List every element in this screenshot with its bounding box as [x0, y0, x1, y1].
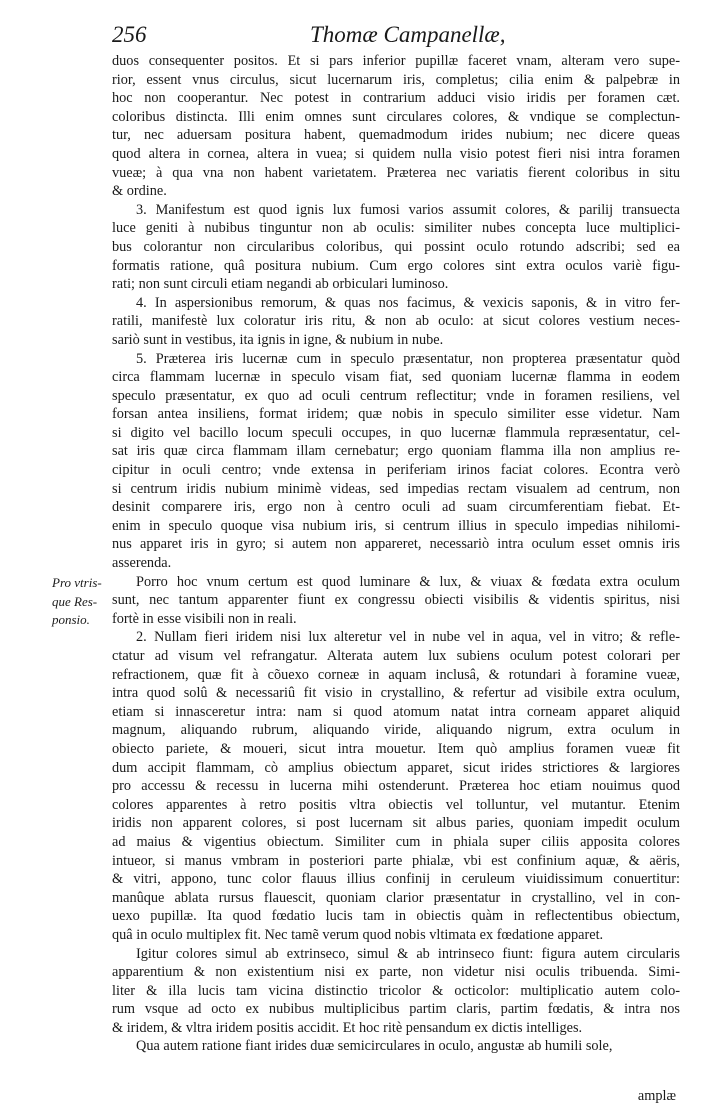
text-line: quâ in oculo multiplex fit. Nec tamẽ verum quod nobis vltimata ex fœdatione apparet. — [112, 926, 604, 943]
text-line: formatis ratione, quâ positura nubium. Cum ergo colores sint extra oculos variè figu- — [112, 257, 680, 274]
text-line: hoc non cooperantur. Nec potest in contrarium adduci visio iridis per foramen cæt. — [112, 90, 680, 107]
text-line: Porro hoc vnum certum est quod luminare & lux, & viuax & fœdata extra oculum — [136, 573, 680, 590]
paragraph — [112, 201, 680, 294]
page-header — [112, 18, 672, 52]
margin-note — [52, 574, 112, 630]
text-line: colores apparentes à retro positis vltra obiectis vel tolluntur, vel mutantur. Etenim — [112, 796, 680, 813]
text-line: intueor, si manus vmbram in posteriori parte phialæ, vbi est confinium aquæ, & aëris, — [112, 852, 680, 869]
text-line: dum accipit flammam, cò amplius obiectum apparet, sicut irides strictiores & largiores — [112, 759, 680, 776]
text-line: 2. Nullam fieri iridem nisi lux alteretur vel in nube vel in aqua, vel in vitro; & refle- — [136, 629, 680, 646]
text-line: 4. In aspersionibus remorum, & quas nos facimus, & vexicis saponis, & in vitro fer- — [136, 294, 680, 311]
text-line: tur, nec aduersam positura habent, quemadmodum irides nubium; nec dicere queas — [112, 127, 680, 144]
text-line: coloribus distincta. Illi enim omnes sunt circulares colores, & vndique se complectun- — [112, 108, 680, 125]
paragraph — [112, 52, 680, 201]
margin-note-line: que Res- — [52, 593, 98, 609]
text-line: rum vsque ad octo ex nubibus multiplicibus partim claris, partim fœdatis, & intra nos — [112, 1001, 680, 1018]
text-line: sariò sunt in vestibus, ita ignis in igne, & nubium in nube. — [112, 331, 444, 348]
text-line: nus apparet iris in gyro; si autem non appareret, necessariò intra oculum esset omnis iris — [112, 536, 680, 553]
catchword: amplæ — [637, 1088, 676, 1104]
paragraph — [112, 1037, 680, 1056]
page-number: 256 — [112, 22, 147, 47]
text-line: ctatur ad visum vel refrangatur. Alterata autem lux subiens oculum potest colorari per — [112, 648, 680, 664]
text-line: duos consequenter positos. Et si pars inferior pupillæ faceret vnam, alteram vero supe- — [112, 53, 680, 69]
text-line: sunt, nec tantum apparenter fiunt ex congressu obiecti visibilis & videntis spiritus, nisi — [112, 592, 680, 609]
text-line: Igitur colores simul ab extrinseco, simul & ab intrinseco fiunt: figura autem circularis — [136, 945, 680, 962]
text-line: & vitri, appono, tunc color flauus illius confinij in ceruleum viuidissimum conuertitur: — [112, 871, 680, 888]
running-title: Thomæ Campanellæ, — [310, 22, 506, 47]
text-line: fortè in esse visibili non in reali. — [112, 610, 297, 627]
text-line: pro accessu & recessu in lucerna mihi ostenderunt. Præterea hoc etiam nouimus quod — [112, 778, 680, 795]
text-line: & iridem, & vltra iridem positis accidit. Et hoc ritè pensandum ex dictis intelliges. — [112, 1019, 583, 1036]
text-line: speculo præsentatur, ex quo ad oculi centrum reflectitur; vnde in foramen resiliens, vel — [112, 387, 680, 404]
text-line: obiecto pariete, & moueri, sicut intra mouetur. Item quò amplius foramen vueæ fit — [112, 740, 680, 757]
paragraph — [112, 628, 680, 944]
paragraph — [112, 350, 680, 573]
text-line: forsan antea insiliens, format iridem; quæ nobis in speculo similiter esse videtur. Nam — [112, 406, 680, 423]
text-line: ad maius & vigentius obiectum. Similiter cum in phiala super ciliis apposita colores — [112, 833, 680, 850]
paragraph — [112, 573, 680, 629]
text-line: refractionem, quæ fit à cõuexo corneæ in aquam inclusâ, & rotundari à foramine vueæ, — [112, 666, 680, 683]
text-line: enim in speculo quoque visa nubium iris, si centrum illius in speculo impedias nihilomi- — [112, 517, 680, 534]
text-line: 5. Præterea iris lucernæ cum in speculo præsentatur, non propterea præsentatur quòd — [136, 350, 680, 367]
text-line: Qua autem ratione fiant irides duæ semicirculares in oculo, angustæ ab humili sole, — [136, 1038, 613, 1055]
text-line: cipitur in oculi centro; vnde extensa in periferiam irinos faciat colores. Econtra verò — [112, 462, 680, 479]
paragraph — [112, 945, 680, 1038]
text-line: uexo pupillæ. Ita quod fœdatio lucis tam in obiectis quàm in reflectentibus obiectum, — [112, 908, 680, 925]
text-line: vueæ; à qua vna non habent varietatem. Præterea nec variatis fierent coloribus in situ — [112, 164, 680, 181]
text-line: rati; non sunt circuli etiam negandi ab orbiculari luminoso. — [112, 276, 449, 293]
text-line: quod altera in cornea, altera in vuea; si quidem nulla visio potest fieri nisi intra foramen — [112, 145, 680, 162]
text-line: circa flammam lucernæ in speculo visam fiat, sed quoniam lucernæ flamma in eodem — [112, 369, 680, 386]
paragraph — [112, 294, 680, 350]
text-line: liter & illa lucis tam vicina distinctio tricolor & octicolor: multiplicatio autem colo- — [112, 982, 680, 999]
text-line: manûque ablata rursus flauescit, quoniam clarior præsentatur in crystallino, vel in con- — [112, 889, 680, 906]
margin-note-line: Pro vtris- — [52, 575, 102, 590]
text-line: ratili, manifestè lux coloratur iris ritu, & non ab oculo: at sicut colores vestium neces- — [112, 313, 680, 330]
body-text — [112, 52, 680, 1056]
text-line: bus colorantur non circularibus coloribus, qui possint oculo rotundo adscribi; sed ea — [112, 238, 680, 255]
margin-note-line: ponsio. — [52, 612, 90, 628]
text-line: sat iris quæ circa flammam illam cernebatur; ergo quoniam flamma illa non amplius re- — [112, 443, 680, 460]
text-line: rior, essent vnus circulus, sicut lucernarum iris, completus; cilia enim & palpebræ in — [112, 71, 680, 88]
text-line: & ordine. — [112, 183, 167, 200]
text-line: luce geniti à nubibus tinguntur non ab oculis: similiter nubes concepta luce multiplici- — [112, 220, 680, 237]
text-line: si digito vel bacillo locum speculi occupes, in quo lucernæ flammula repræsentatur, cel- — [112, 424, 680, 441]
text-line: desinit comparere iris, ergo non à centro oculi ad suam circumferentiam fiebat. Et- — [112, 499, 680, 516]
text-line: 3. Manifestum est quod ignis lux fumosi varios assumit colores, & parilij transuecta — [136, 201, 680, 218]
text-line: magnum, aliquando rubrum, aliquando viride, aliquando nigrum, extra oculum in — [112, 722, 680, 739]
text-line: etiam si innasceretur intra: nam si quod atomum natat intra corneam apparet aliquid — [112, 703, 680, 720]
text-line: iridis non apparent colores, si post lucernam sit albus paries, quoniam impedit oculum — [112, 815, 680, 832]
text-line: asserenda. — [112, 555, 172, 572]
text-line: apparentium & non existentium nisi ex parte, non videtur nisi oculis tribuenda. Simi- — [112, 964, 680, 981]
text-line: si centrum iridis nubium minimè videas, sed impedias rectam visualem ad centrum, non — [112, 480, 680, 497]
text-line: intra quod solû & necessariû fit visio in crystallino, & refertur ad visibile extra oculum, — [112, 685, 680, 702]
